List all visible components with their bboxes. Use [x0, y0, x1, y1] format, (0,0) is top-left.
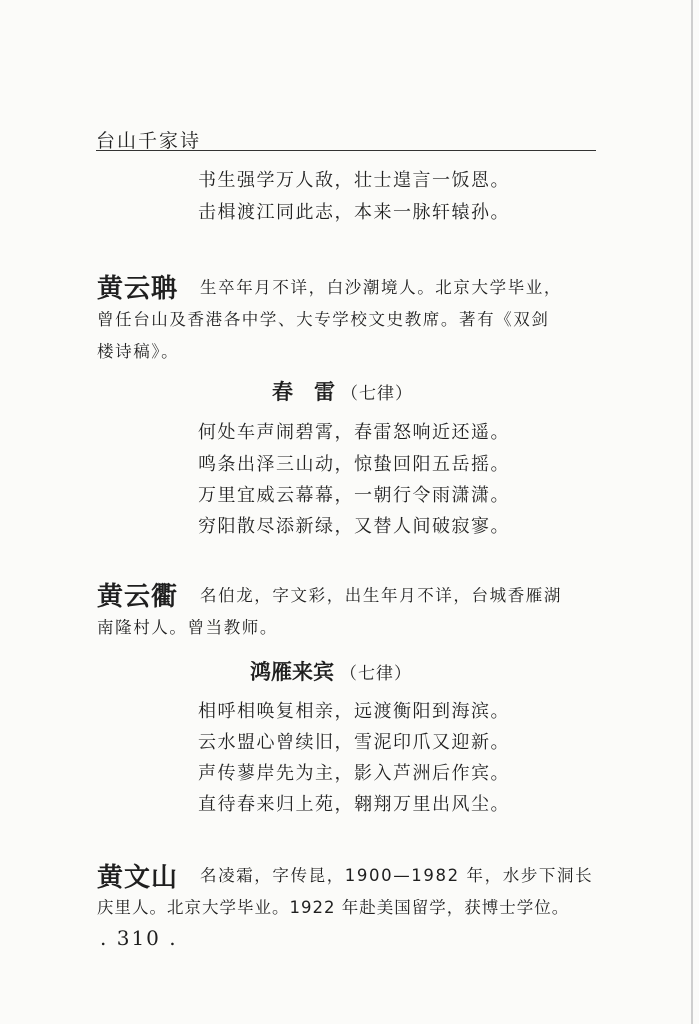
verse-line: 何处车声闹碧霄，春雷怒响近还遥。: [198, 422, 510, 443]
author-bio-line: 名凌霜，字传昆，1900—1982 年，水步下洞长: [200, 866, 594, 885]
author-bio-line: 曾任台山及香港各中学、大专学校文史教席。著有《双剑: [97, 310, 550, 329]
verse-line: 鸣条出泽三山动，惊蛰回阳五岳摇。: [198, 454, 510, 475]
verse-line: 击楫渡江同此志，本来一脉轩辕孙。: [198, 202, 510, 223]
verse-line: 相呼相唤复相亲，远渡衡阳到海滨。: [198, 701, 510, 722]
author-name: 黄云聃: [97, 274, 179, 304]
author-bio-line: 楼诗稿》。: [97, 342, 180, 361]
verse-line: 穷阳散尽添新绿，又替人间破寂寥。: [198, 516, 510, 537]
page-number: . 310 .: [100, 926, 178, 950]
running-head: 台山千家诗: [96, 130, 202, 152]
poem-title-text: 鸿雁来宾: [250, 660, 334, 684]
poem-title-text: 春 雷: [272, 380, 335, 404]
poem-form: （七律）: [341, 384, 413, 404]
author-name: 黄云衢: [97, 582, 179, 612]
verse-line: 直待春来归上苑，翱翔万里出风尘。: [198, 794, 510, 815]
author-bio-line: 南隆村人。曾当教师。: [97, 618, 278, 637]
author-name: 黄文山: [97, 863, 179, 893]
verse-line: 书生强学万人敌，壮士遑言一饭恩。: [198, 170, 510, 191]
page-edge-shadow: [691, 0, 693, 1024]
poem-form: （七律）: [340, 664, 412, 684]
poem-title: [250, 656, 412, 686]
verse-line: 云水盟心曾续旧，雪泥印爪又迎新。: [198, 732, 510, 753]
verse-line: 万里宜威云幕幕，一朝行令雨潇潇。: [198, 485, 510, 506]
poem-title: [272, 376, 413, 406]
verse-line: 声传蓼岸先为主，影入芦洲后作宾。: [198, 763, 510, 784]
author-bio-line: 庆里人。北京大学毕业。1922 年赴美国留学，获博士学位。: [97, 898, 570, 917]
author-bio-line: 名伯龙，字文彩，出生年月不详，台城香雁湖: [200, 586, 562, 605]
header-rule: [96, 150, 596, 151]
author-bio-line: 生卒年月不详，白沙潮境人。北京大学毕业，: [200, 278, 562, 297]
